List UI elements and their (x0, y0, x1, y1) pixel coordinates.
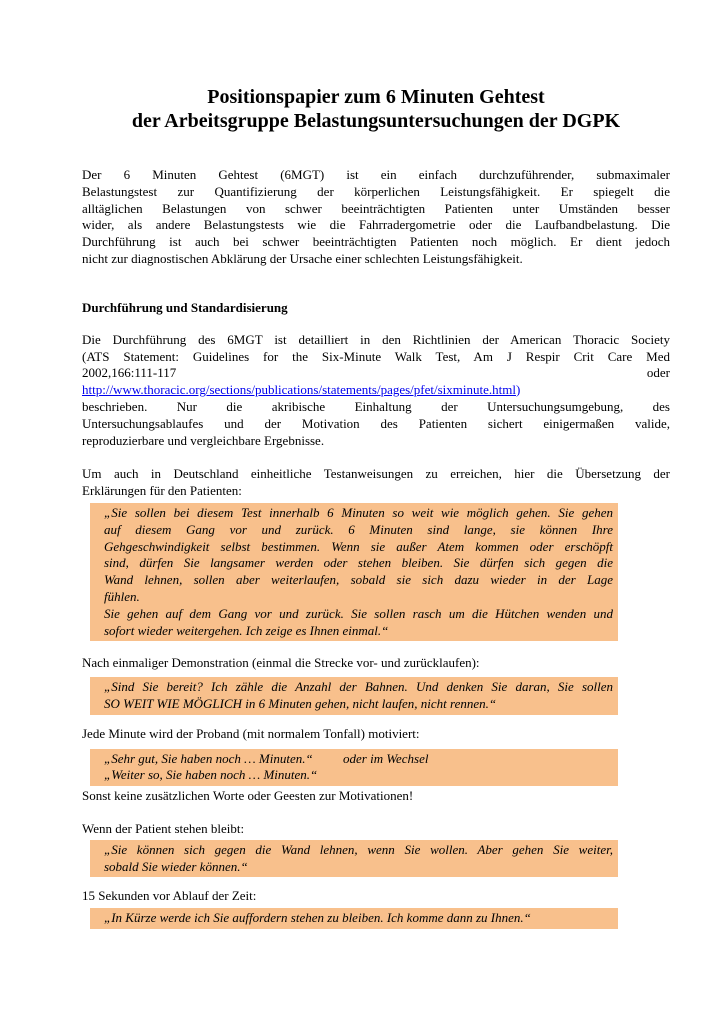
ats-guidelines-link[interactable]: http://www.thoracic.org/sections/publications/statements/pages/pfet/sixminute.html (82, 382, 516, 398)
text-line: Um auch in Deutschland einheitliche Testanweisungen zu erreichen, hier die Übersetzung der (82, 466, 670, 482)
quote-line: „In Kürze werde ich Sie auffordern stehen zu bleiben. Ich komme dann zu Ihnen.“ (104, 910, 531, 926)
text-line: Erklärungen für den Patienten: (82, 483, 242, 499)
intro-paragraph (82, 167, 670, 268)
quote-line: SO WEIT WIE MÖGLICH in 6 Minuten gehen, nicht laufen, nicht rennen.“ (104, 695, 497, 711)
motivation-alternation: oder im Wechsel (343, 750, 429, 766)
title-line-2: der Arbeitsgruppe Belastungsuntersuchungen der DGPK (131, 110, 621, 132)
link-closing-paren: ) (515, 382, 521, 398)
quote-line: fühlen. (104, 588, 140, 604)
citation-oder: oder (646, 365, 670, 381)
quote-line: Wand lehnen, sollen aber weiterlaufen, sobald sie sich dazu wieder in der Lage (104, 572, 613, 588)
quote-line: auf diesem Gang vor und zurück. 6 Minuten sind lange, sie können Ihre (104, 521, 613, 537)
quote-line: sobald Sie wieder können.“ (104, 858, 248, 874)
quote-line: Sie gehen auf dem Gang vor und zurück. Sie sollen rasch um die Hütchen wenden und (104, 605, 613, 621)
quote-line: „Weiter so, Sie haben noch … Minuten.“ (104, 767, 318, 783)
ready-quote (90, 677, 618, 715)
text-line (82, 365, 670, 382)
demonstration-label: Nach einmaliger Demonstration (einmal die Strecke vor- und zurücklaufen): (82, 655, 480, 671)
quote-line (104, 751, 613, 768)
text-line: Der 6 Minuten Gehtest (6MGT) ist ein einfach durchzuführender, submaximaler (82, 167, 670, 182)
quote-line: „Sie können sich gegen die Wand lehnen, wenn Sie wollen. Aber gehen Sie weiter, (104, 841, 613, 857)
ats-paragraph (82, 332, 670, 450)
text-line: Untersuchungsablaufes und der Motivation des Patienten sichert einigermaßen valide, (82, 415, 670, 431)
text-line: beschrieben. Nur die akribische Einhaltung der Untersuchungsumgebung, des (82, 398, 670, 414)
text-line: Belastungstest zur Quantifizierung der körperlichen Leistungsfähigkeit. Er spiegelt die (82, 183, 670, 199)
quote-line: sofort wieder weitergehen. Ich zeige es Ihnen einmal.“ (104, 622, 389, 638)
quote-line: „Sie sollen bei diesem Test innerhalb 6 Minuten so weit wie möglich gehen. Sie gehen (104, 504, 613, 520)
quote-line: „Sind Sie bereit? Ich zähle die Anzahl der Bahnen. Und denken Sie daran, Sie sollen (104, 679, 613, 695)
text-line: alltäglichen Belastungen von schwer beeinträchtigten Patienten unter Umständen besser (82, 200, 670, 216)
quote-line: sind, dürfen Sie langsamer werden oder stehen bleiben. Sie dürfen sich gegen die (104, 555, 613, 571)
motivation-quote (90, 749, 618, 787)
lean-on-wall-quote (90, 840, 618, 878)
text-line: reproduzierbare und vergleichbare Ergebnisse. (82, 432, 325, 448)
document-content (0, 85, 728, 929)
patient-stops-label: Wenn der Patient stehen bleibt: (82, 820, 245, 836)
text-line: (ATS Statement: Guidelines for the Six-Minute Walk Test, Am J Respir Crit Care Med (82, 348, 670, 364)
citation-pages: 2002,166:111-117 (82, 365, 177, 381)
link-line (82, 382, 670, 399)
translation-intro-paragraph (82, 466, 670, 500)
time-almost-up-quote (90, 908, 618, 929)
motivation-phrase-1: „Sehr gut, Sie haben noch … Minuten.“ (104, 750, 313, 766)
text-line: Die Durchführung des 6MGT ist detailliert in den Richtlinien der American Thoracic Society (82, 331, 670, 347)
document-title (82, 85, 670, 133)
minute-motivation-label: Jede Minute wird der Proband (mit normalem Tonfall) motiviert: (82, 725, 420, 741)
section-heading: Durchführung und Standardisierung (82, 299, 288, 315)
fifteen-seconds-label: 15 Sekunden vor Ablauf der Zeit: (82, 888, 257, 904)
text-line: wider, als andere Belastungstests wie die Fahrradergometrie oder die Laufbandbelastung. Die (82, 217, 670, 233)
patient-instruction-quote (90, 503, 618, 641)
text-line: Durchführung ist auch bei schwer beeinträchtigten Patienten noch möglich. Er dient jedoch (82, 234, 670, 250)
title-line-1: Positionspapier zum 6 Minuten Gehtest (207, 86, 545, 108)
quote-line: Gehgeschwindigkeit selbst bestimmen. Wenn sie außer Atem kommen oder erschöpft (104, 538, 613, 554)
no-extra-words-label: Sonst keine zusätzlichen Worte oder Geesten zur Motivationen! (82, 788, 414, 804)
text-line: nicht zur diagnostischen Abklärung der Ursache einer schlechten Leistungsfähigkeit. (82, 250, 523, 266)
